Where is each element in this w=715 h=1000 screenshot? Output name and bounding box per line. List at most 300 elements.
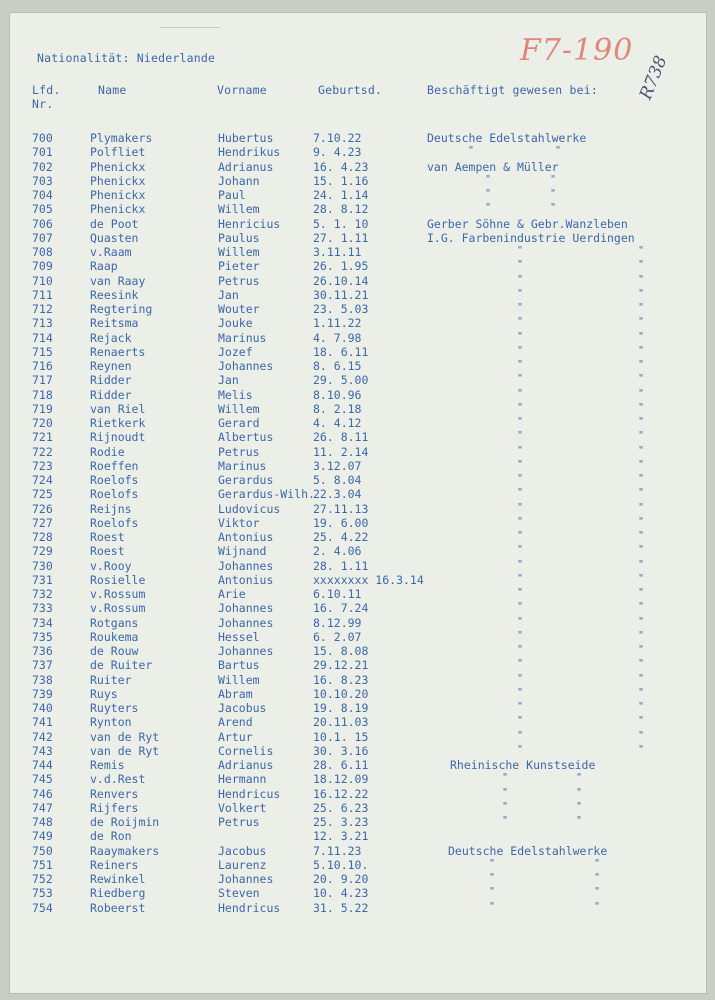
table-row bbox=[10, 658, 706, 672]
ditto-mark: " bbox=[638, 544, 645, 556]
ditto-mark: " bbox=[468, 145, 475, 157]
table-row bbox=[10, 801, 706, 815]
ditto-mark: " bbox=[517, 259, 524, 271]
birthdate-cell: 30.11.21 bbox=[313, 287, 369, 302]
given-name-cell: Adrianus bbox=[218, 159, 274, 174]
birthdate-cell: 7.10.22 bbox=[313, 131, 362, 145]
table-row bbox=[10, 331, 706, 345]
given-name-cell: Jan bbox=[218, 287, 239, 302]
birthdate-cell: 16. 7.24 bbox=[313, 601, 369, 616]
given-name-cell: Viktor bbox=[218, 515, 260, 530]
given-name-cell: Marinus bbox=[218, 458, 267, 473]
given-name-cell: Paul bbox=[218, 188, 246, 202]
ditto-mark: " bbox=[517, 473, 524, 484]
table-row bbox=[10, 772, 706, 786]
row-number: 720 bbox=[32, 416, 53, 430]
birthdate-cell: 20. 9.20 bbox=[313, 872, 369, 886]
row-number: 704 bbox=[32, 188, 53, 202]
ditto-mark: " bbox=[638, 587, 645, 598]
surname-cell: v.Rooy bbox=[90, 558, 132, 573]
ditto-mark: " bbox=[555, 145, 562, 157]
birthdate-cell: 1.11.22 bbox=[313, 316, 362, 331]
row-number: 713 bbox=[32, 316, 53, 331]
table-row bbox=[10, 616, 706, 630]
birthdate-cell: 12. 3.21 bbox=[313, 829, 369, 844]
birthdate-cell: 18.12.09 bbox=[313, 772, 369, 787]
surname-cell: Phenickx bbox=[90, 188, 146, 202]
birthdate-cell: 5. 1. 10 bbox=[313, 216, 369, 231]
given-name-cell: Bartus bbox=[218, 658, 260, 673]
row-number: 742 bbox=[32, 729, 53, 744]
birthdate-cell: 6.10.11 bbox=[313, 587, 362, 601]
row-number: 746 bbox=[32, 786, 53, 801]
surname-cell: Ruiter bbox=[90, 672, 132, 687]
birthdate-cell: 15. 1.16 bbox=[313, 173, 369, 188]
table-row bbox=[10, 288, 706, 302]
surname-cell: v.Rossum bbox=[90, 587, 146, 601]
table-row bbox=[10, 573, 706, 587]
surname-cell: Rotgans bbox=[90, 615, 139, 630]
birthdate-cell: 16. 4.23 bbox=[313, 159, 369, 174]
row-number: 744 bbox=[32, 758, 53, 772]
surname-cell: Ridder bbox=[90, 387, 132, 402]
row-number: 754 bbox=[32, 900, 53, 915]
given-name-cell: Johannes bbox=[218, 615, 274, 630]
employer-cell: van Aempen & Müller bbox=[427, 159, 559, 174]
surname-cell: Roest bbox=[90, 530, 125, 544]
ditto-mark: " bbox=[517, 572, 524, 584]
given-name-cell: Volkert bbox=[218, 800, 267, 815]
given-name-cell: Johannes bbox=[218, 558, 274, 573]
given-name-cell: Petrus bbox=[218, 815, 260, 829]
given-name-cell: Wouter bbox=[218, 302, 260, 316]
given-name-cell: Willem bbox=[218, 245, 260, 259]
ditto-mark: " bbox=[638, 316, 645, 328]
row-number: 719 bbox=[32, 401, 53, 416]
birthdate-cell: 25. 4.22 bbox=[313, 530, 369, 544]
surname-cell: Rietkerk bbox=[90, 416, 146, 430]
birthdate-cell: 27. 1.11 bbox=[313, 230, 369, 245]
surname-cell: Rijnoudt bbox=[90, 430, 146, 445]
row-number: 712 bbox=[32, 302, 53, 316]
birthdate-cell: 31. 5.22 bbox=[313, 900, 369, 915]
ditto-mark: " bbox=[517, 672, 524, 684]
ditto-mark: " bbox=[638, 458, 645, 470]
given-name-cell: Cornelis bbox=[218, 743, 274, 758]
col-header-geburtsdatum: Geburtsd. bbox=[318, 83, 383, 97]
document-page bbox=[9, 12, 707, 994]
surname-cell: de Poot bbox=[90, 216, 139, 231]
table-row bbox=[10, 473, 706, 487]
row-number: 733 bbox=[32, 601, 53, 616]
row-number: 706 bbox=[32, 216, 53, 231]
ditto-mark: " bbox=[638, 473, 645, 484]
table-row bbox=[10, 388, 706, 402]
ditto-mark: " bbox=[638, 430, 645, 442]
ditto-mark: " bbox=[517, 729, 524, 741]
row-number: 726 bbox=[32, 501, 53, 516]
given-name-cell: Hendricus bbox=[218, 786, 281, 801]
employer-cell: Gerber Söhne & Gebr.Wanzleben bbox=[427, 216, 628, 231]
surname-cell: Renaerts bbox=[90, 344, 146, 359]
ditto-mark: " bbox=[594, 872, 601, 883]
ditto-mark: " bbox=[638, 558, 645, 570]
surname-cell: Roelofs bbox=[90, 473, 139, 487]
ditto-mark: " bbox=[638, 501, 645, 513]
row-number: 708 bbox=[32, 245, 53, 259]
table-row bbox=[10, 886, 706, 900]
ditto-mark: " bbox=[638, 487, 645, 499]
birthdate-cell: 22.3.04 bbox=[313, 487, 362, 502]
employer-cell: I.G. Farbenindustrie Uerdingen bbox=[427, 230, 635, 245]
ditto-mark: " bbox=[638, 629, 645, 641]
birthdate-cell: 23. 5.03 bbox=[313, 302, 369, 316]
ditto-mark: " bbox=[594, 900, 601, 912]
ditto-mark: " bbox=[638, 401, 645, 413]
ditto-mark: " bbox=[517, 373, 524, 385]
given-name-cell: Gerardus-Wilh. bbox=[218, 487, 315, 502]
ditto-mark: " bbox=[489, 872, 496, 883]
birthdate-cell: 6. 2.07 bbox=[313, 629, 362, 644]
birthdate-cell: 24. 1.14 bbox=[313, 188, 369, 202]
ditto-mark: " bbox=[517, 629, 524, 641]
given-name-cell: Petrus bbox=[218, 273, 260, 288]
row-number: 729 bbox=[32, 544, 53, 559]
given-name-cell: Gerard bbox=[218, 416, 260, 430]
surname-cell: Rejack bbox=[90, 330, 132, 345]
table-row bbox=[10, 402, 706, 416]
table-row bbox=[10, 302, 706, 316]
row-number: 752 bbox=[32, 872, 53, 886]
surname-cell: Polfliet bbox=[90, 145, 146, 160]
birthdate-cell: 25. 6.23 bbox=[313, 800, 369, 815]
birthdate-cell: 3.11.11 bbox=[313, 245, 362, 259]
row-number: 745 bbox=[32, 772, 53, 787]
birthdate-cell: 4. 4.12 bbox=[313, 416, 362, 430]
given-name-cell: Willem bbox=[218, 202, 260, 217]
table-row bbox=[10, 145, 706, 159]
given-name-cell: Jacobus bbox=[218, 843, 267, 858]
row-number: 740 bbox=[32, 701, 53, 715]
surname-cell: Robeerst bbox=[90, 900, 146, 915]
birthdate-cell: 26.10.14 bbox=[313, 273, 369, 288]
row-number: 748 bbox=[32, 815, 53, 829]
row-number: 735 bbox=[32, 629, 53, 644]
ditto-mark: " bbox=[576, 772, 583, 784]
ditto-mark: " bbox=[576, 800, 583, 812]
table-row bbox=[10, 202, 706, 216]
ditto-mark: " bbox=[517, 444, 524, 456]
given-name-cell: Willem bbox=[218, 672, 260, 687]
ditto-mark: " bbox=[517, 458, 524, 470]
surname-cell: Phenickx bbox=[90, 173, 146, 188]
table-row bbox=[10, 530, 706, 544]
birthdate-cell: 19. 8.19 bbox=[313, 701, 369, 715]
ditto-mark: " bbox=[638, 373, 645, 385]
surname-cell: van de Ryt bbox=[90, 743, 160, 758]
birthdate-cell: 28. 1.11 bbox=[313, 558, 369, 573]
table-row bbox=[10, 316, 706, 330]
given-name-cell: Jacobus bbox=[218, 701, 267, 715]
ditto-mark: " bbox=[638, 359, 645, 370]
ditto-mark: " bbox=[517, 615, 524, 627]
surname-cell: Renvers bbox=[90, 786, 139, 801]
surname-cell: Reesink bbox=[90, 287, 139, 302]
ditto-mark: " bbox=[638, 615, 645, 627]
given-name-cell: Hubertus bbox=[218, 131, 274, 145]
col-header-vorname: Vorname bbox=[217, 83, 267, 97]
table-row bbox=[10, 274, 706, 288]
given-name-cell: Johannes bbox=[218, 872, 274, 886]
birthdate-cell: 10.10.20 bbox=[313, 686, 369, 701]
row-number: 717 bbox=[32, 373, 53, 388]
ditto-mark: " bbox=[517, 715, 524, 727]
ditto-mark: " bbox=[638, 601, 645, 613]
given-name-cell: Hendrikus bbox=[218, 145, 281, 160]
table-row bbox=[10, 601, 706, 615]
ditto-mark: " bbox=[638, 530, 645, 541]
ditto-mark: " bbox=[517, 401, 524, 413]
birthdate-cell: 19. 6.00 bbox=[313, 515, 369, 530]
table-row bbox=[10, 131, 706, 145]
table-row bbox=[10, 231, 706, 245]
birthdate-cell: 9. 4.23 bbox=[313, 145, 362, 160]
table-row bbox=[10, 815, 706, 829]
row-number: 737 bbox=[32, 658, 53, 673]
row-number: 751 bbox=[32, 857, 53, 872]
ditto-mark: " bbox=[517, 658, 524, 670]
surname-cell: Rodie bbox=[90, 444, 125, 459]
surname-cell: Regtering bbox=[90, 302, 153, 316]
birthdate-cell: 29.12.21 bbox=[313, 658, 369, 673]
ditto-mark: " bbox=[638, 743, 645, 755]
ditto-mark: " bbox=[638, 686, 645, 698]
employer-cell: Rheinische Kunstseide bbox=[450, 758, 596, 772]
row-number: 715 bbox=[32, 344, 53, 359]
birthdate-cell: 10. 4.23 bbox=[313, 886, 369, 901]
row-number: 727 bbox=[32, 515, 53, 530]
ditto-mark: " bbox=[638, 387, 645, 399]
row-number: 738 bbox=[32, 672, 53, 687]
handwritten-folio: F7-190 bbox=[520, 33, 634, 68]
surname-cell: Reynen bbox=[90, 359, 132, 373]
surname-cell: Reijns bbox=[90, 501, 132, 516]
row-number: 709 bbox=[32, 259, 53, 274]
table-row bbox=[10, 416, 706, 430]
given-name-cell: Wijnand bbox=[218, 544, 267, 559]
ditto-mark: " bbox=[638, 672, 645, 684]
table-row bbox=[10, 373, 706, 387]
row-number: 728 bbox=[32, 530, 53, 544]
birthdate-cell: 8. 6.15 bbox=[313, 359, 362, 373]
given-name-cell: Melis bbox=[218, 387, 253, 402]
ditto-mark: " bbox=[638, 572, 645, 584]
ditto-mark: " bbox=[517, 515, 524, 527]
birthdate-cell: 8.10.96 bbox=[313, 387, 362, 402]
ditto-mark: " bbox=[517, 273, 524, 285]
surname-cell: van Riel bbox=[90, 401, 146, 416]
ditto-mark: " bbox=[638, 515, 645, 527]
given-name-cell: Antonius bbox=[218, 572, 274, 587]
given-name-cell: Hermann bbox=[218, 772, 267, 787]
row-number: 707 bbox=[32, 230, 53, 245]
given-name-cell: Johannes bbox=[218, 644, 274, 658]
given-name-cell: Johannes bbox=[218, 601, 274, 616]
given-name-cell: Hessel bbox=[218, 629, 260, 644]
table-row bbox=[10, 630, 706, 644]
birthdate-cell: 4. 7.98 bbox=[313, 330, 362, 345]
row-number: 725 bbox=[32, 487, 53, 502]
table-row bbox=[10, 715, 706, 729]
table-row bbox=[10, 516, 706, 530]
table-row bbox=[10, 901, 706, 915]
row-number: 723 bbox=[32, 458, 53, 473]
table-row bbox=[10, 644, 706, 658]
birthdate-cell: 27.11.13 bbox=[313, 501, 369, 516]
table-row bbox=[10, 758, 706, 772]
ditto-mark: " bbox=[517, 316, 524, 328]
ditto-mark: " bbox=[594, 886, 601, 898]
table-row bbox=[10, 445, 706, 459]
row-number: 736 bbox=[32, 644, 53, 658]
ditto-mark: " bbox=[517, 558, 524, 570]
table-row bbox=[10, 160, 706, 174]
ditto-mark: " bbox=[550, 173, 557, 185]
row-number: 701 bbox=[32, 145, 53, 160]
surname-cell: Roelofs bbox=[90, 487, 139, 502]
surname-cell: Ruys bbox=[90, 686, 118, 701]
ditto-mark: " bbox=[517, 416, 524, 427]
given-name-cell: Henricius bbox=[218, 216, 281, 231]
ditto-mark: " bbox=[517, 287, 524, 299]
row-number: 753 bbox=[32, 886, 53, 901]
row-number: 732 bbox=[32, 587, 53, 601]
surname-cell: Remis bbox=[90, 758, 125, 772]
given-name-cell: Petrus bbox=[218, 444, 260, 459]
table-row bbox=[10, 730, 706, 744]
table-row bbox=[10, 459, 706, 473]
surname-cell: Riedberg bbox=[90, 886, 146, 901]
table-row bbox=[10, 687, 706, 701]
surname-cell: van de Ryt bbox=[90, 729, 160, 744]
ditto-mark: " bbox=[576, 786, 583, 798]
birthdate-cell: 15. 8.08 bbox=[313, 644, 369, 658]
table-row bbox=[10, 559, 706, 573]
given-name-cell: Adrianus bbox=[218, 758, 274, 772]
ditto-mark: " bbox=[517, 644, 524, 655]
table-row bbox=[10, 858, 706, 872]
surname-cell: de Rouw bbox=[90, 644, 139, 658]
row-number: 734 bbox=[32, 615, 53, 630]
birthdate-cell: 5. 8.04 bbox=[313, 473, 362, 487]
surname-cell: Ruyters bbox=[90, 701, 139, 715]
birthdate-cell: 11. 2.14 bbox=[313, 444, 369, 459]
surname-cell: Quasten bbox=[90, 230, 139, 245]
ditto-mark: " bbox=[638, 287, 645, 299]
col-header-nr-2: Nr. bbox=[32, 97, 54, 111]
row-number: 703 bbox=[32, 173, 53, 188]
surname-cell: v.Rossum bbox=[90, 601, 146, 616]
given-name-cell: Arend bbox=[218, 715, 253, 730]
surname-cell: de Ruiter bbox=[90, 658, 153, 673]
col-header-nr: Lfd. bbox=[32, 83, 61, 97]
birthdate-cell: 8.12.99 bbox=[313, 615, 362, 630]
ditto-mark: " bbox=[638, 273, 645, 285]
row-number: 741 bbox=[32, 715, 53, 730]
table-row bbox=[10, 844, 706, 858]
ditto-mark: " bbox=[638, 302, 645, 313]
ditto-mark: " bbox=[517, 587, 524, 598]
table-row bbox=[10, 673, 706, 687]
table-row bbox=[10, 188, 706, 202]
row-number: 711 bbox=[32, 287, 53, 302]
given-name-cell: Laurenz bbox=[218, 857, 267, 872]
given-name-cell: Jouke bbox=[218, 316, 253, 331]
birthdate-cell: 29. 5.00 bbox=[313, 373, 369, 388]
table-row bbox=[10, 701, 706, 715]
ditto-mark: " bbox=[489, 857, 496, 869]
surname-cell: Roest bbox=[90, 544, 125, 559]
ditto-mark: " bbox=[638, 245, 645, 256]
table-row bbox=[10, 245, 706, 259]
birthdate-cell: 7.11.23 bbox=[313, 843, 362, 858]
surname-cell: de Ron bbox=[90, 829, 132, 844]
row-number: 700 bbox=[32, 131, 53, 145]
ditto-mark: " bbox=[517, 387, 524, 399]
table-row bbox=[10, 829, 706, 843]
ditto-mark: " bbox=[517, 601, 524, 613]
col-header-employer: Beschäftigt gewesen bei: bbox=[427, 83, 598, 97]
ditto-mark: " bbox=[517, 743, 524, 755]
birthdate-cell: 16. 8.23 bbox=[313, 672, 369, 687]
row-number: 750 bbox=[32, 843, 53, 858]
row-number: 749 bbox=[32, 829, 53, 844]
ditto-mark: " bbox=[638, 701, 645, 712]
ditto-mark: " bbox=[485, 173, 492, 185]
ditto-mark: " bbox=[502, 786, 509, 798]
row-number: 724 bbox=[32, 473, 53, 487]
ditto-mark: " bbox=[638, 344, 645, 356]
row-number: 739 bbox=[32, 686, 53, 701]
given-name-cell: Willem bbox=[218, 401, 260, 416]
birthdate-cell: 5.10.10. bbox=[313, 857, 369, 872]
table-row bbox=[10, 345, 706, 359]
given-name-cell: Steven bbox=[218, 886, 260, 901]
birthdate-cell: 10.1. 15 bbox=[313, 729, 369, 744]
ditto-mark: " bbox=[638, 444, 645, 456]
ditto-mark: " bbox=[517, 359, 524, 370]
birthdate-cell: 26. 8.11 bbox=[313, 430, 369, 445]
row-number: 702 bbox=[32, 159, 53, 174]
ditto-mark: " bbox=[517, 501, 524, 513]
ditto-mark: " bbox=[517, 544, 524, 556]
ditto-mark: " bbox=[517, 701, 524, 712]
surname-cell: v.Raam bbox=[90, 245, 132, 259]
surname-cell: Raaymakers bbox=[90, 843, 160, 858]
birthdate-cell: xxxxxxxx 16.3.14 bbox=[313, 572, 424, 587]
ditto-mark: " bbox=[517, 330, 524, 342]
nationality-label: Nationalität: Niederlande bbox=[37, 51, 216, 65]
given-name-cell: Pieter bbox=[218, 259, 260, 274]
given-name-cell: Gerardus bbox=[218, 473, 274, 487]
surname-cell: Rewinkel bbox=[90, 872, 146, 886]
row-number: 718 bbox=[32, 387, 53, 402]
ditto-mark: " bbox=[517, 344, 524, 356]
row-number: 705 bbox=[32, 202, 53, 217]
surname-cell: Raap bbox=[90, 259, 118, 274]
ditto-mark: " bbox=[502, 815, 509, 826]
ditto-mark: " bbox=[638, 658, 645, 670]
